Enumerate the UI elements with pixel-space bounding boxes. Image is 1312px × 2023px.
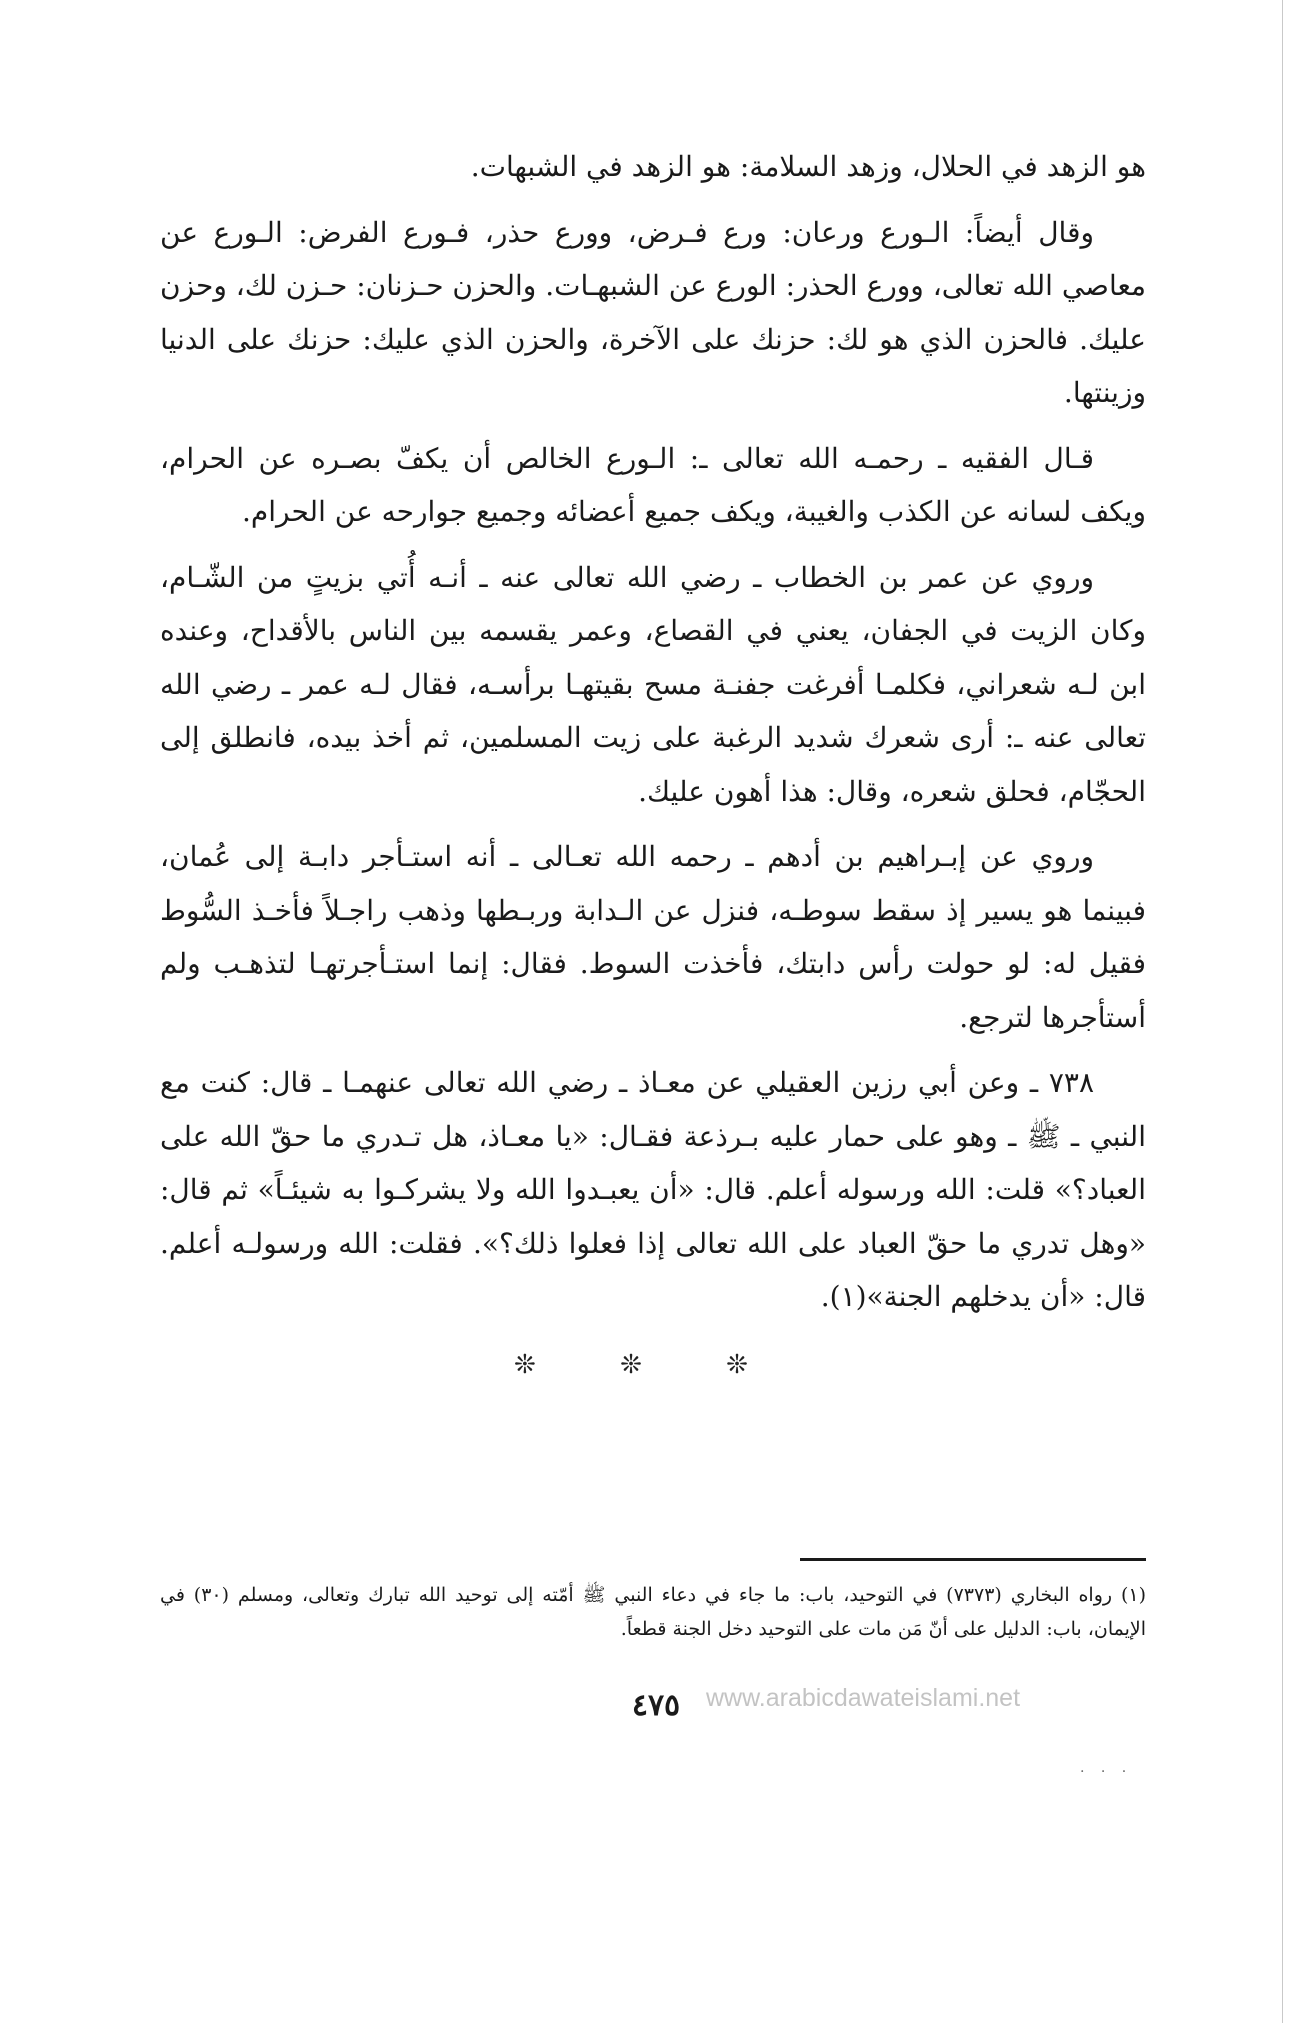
paragraph-4: وروي عن عمر بن الخطاب ـ رضي الله تعالى عنه ـ أنـه أُتي بزيتٍ من الشّـام، وكان الزيت في الجفان، يعني في القصاع، وعمر يقسمه بين الناس بالأقداح، وعنده ابن لـه شعراني، فكلمـا أفرغت جفنـة مسح بقيتهـا برأسـه، فقال لـه عمر ـ رضي الله تعالى عنه ـ: أرى شعرك شديد الرغبة على زيت المسلمين، ثم أخذ بيده، فانطلق إلى الحجّام، فحلق شعره، وقال: هذا أهون عليك. — [160, 560, 1147, 808]
footnote-divider — [800, 1558, 1146, 1561]
paragraph-5: وروي عن إبـراهيم بن أدهم ـ رحمه الله تعـالى ـ أنه استـأجر دابـة إلى عُمان، فبينما هو يسير إذ سقط سوطـه، فنزل عن الـدابة وربـطها وذهب راجـلاً فأخـذ السُّوط فقيل له: لو حولت رأس دابتك، فأخذت السوط. فقال: إنما استـأجرتهـا لتذهـب ولم أستأجرها لترجع. — [160, 840, 1146, 1034]
paragraph-2: وقال أيضاً: الـورع ورعان: ورع فـرض، وورع حذر، فـورع الفرض: الـورع عن معاصي الله تعالى، وورع الحذر: الورع عن الشبهـات. والحزن حـزنان: حـزن لك، وحزن عليك. فالحزن الذي هو لك: حزنك على الآخرة، والحزن الذي عليك: حزنك على الدنيا وزينتها. — [160, 215, 1146, 409]
paragraph-3: قـال الفقيه ـ رحمـه الله تعالى ـ: الـورع الخالص أن يكفّ بصـره عن الحرام، ويكف لسانه عن الكذب والغيبة، ويكف جميع أعضائه وجميع جوارحه عن الحرام. — [160, 441, 1146, 528]
page-number: ٤٧٥ — [631, 1688, 681, 1723]
scan-specks: . . . — [1080, 1760, 1133, 1776]
watermark-url: www.arabicdawateislami.net — [706, 1684, 1021, 1712]
section-separator: ❊ ❊ ❊ — [514, 1350, 786, 1380]
footnotes — [160, 1578, 1146, 1646]
page-edge-line — [1282, 0, 1283, 2023]
paragraph-1: هو الزهد في الحلال، وزهد السلامة: هو الزهد في الشبهات. — [470, 150, 1146, 183]
main-text — [160, 140, 1146, 1336]
footnote-1: (١) رواه البخاري (٧٣٧٣) في التوحيد، باب: ما جاء في دعاء النبي ﷺ أمّته إلى توحيد الله تبارك وتعالى، ومسلم (٣٠) في الإيمان، باب: الدليل على أنّ مَن مات على التوحيد دخل الجنة قطعاً. — [160, 1584, 1147, 1640]
paragraph-6-hadith-738: ٧٣٨ ـ وعن أبي رزين العقيلي عن معـاذ ـ رضي الله تعالى عنهمـا ـ قال: كنت مع النبي ـ ﷺ ـ وهو على حمار عليه بـرذعة فقـال: «يا معـاذ، هل تـدري ما حقّ الله على العباد؟» قلت: الله ورسوله أعلم. قال: «أن يعبـدوا الله ولا يشركـوا به شيئـاً» ثم قال: «وهل تدري ما حقّ العباد على الله تعالى إذا فعلوا ذلك؟». فقلت: الله ورسولـه أعلم. قال: «أن يدخلهم الجنة»(١). — [160, 1066, 1146, 1313]
